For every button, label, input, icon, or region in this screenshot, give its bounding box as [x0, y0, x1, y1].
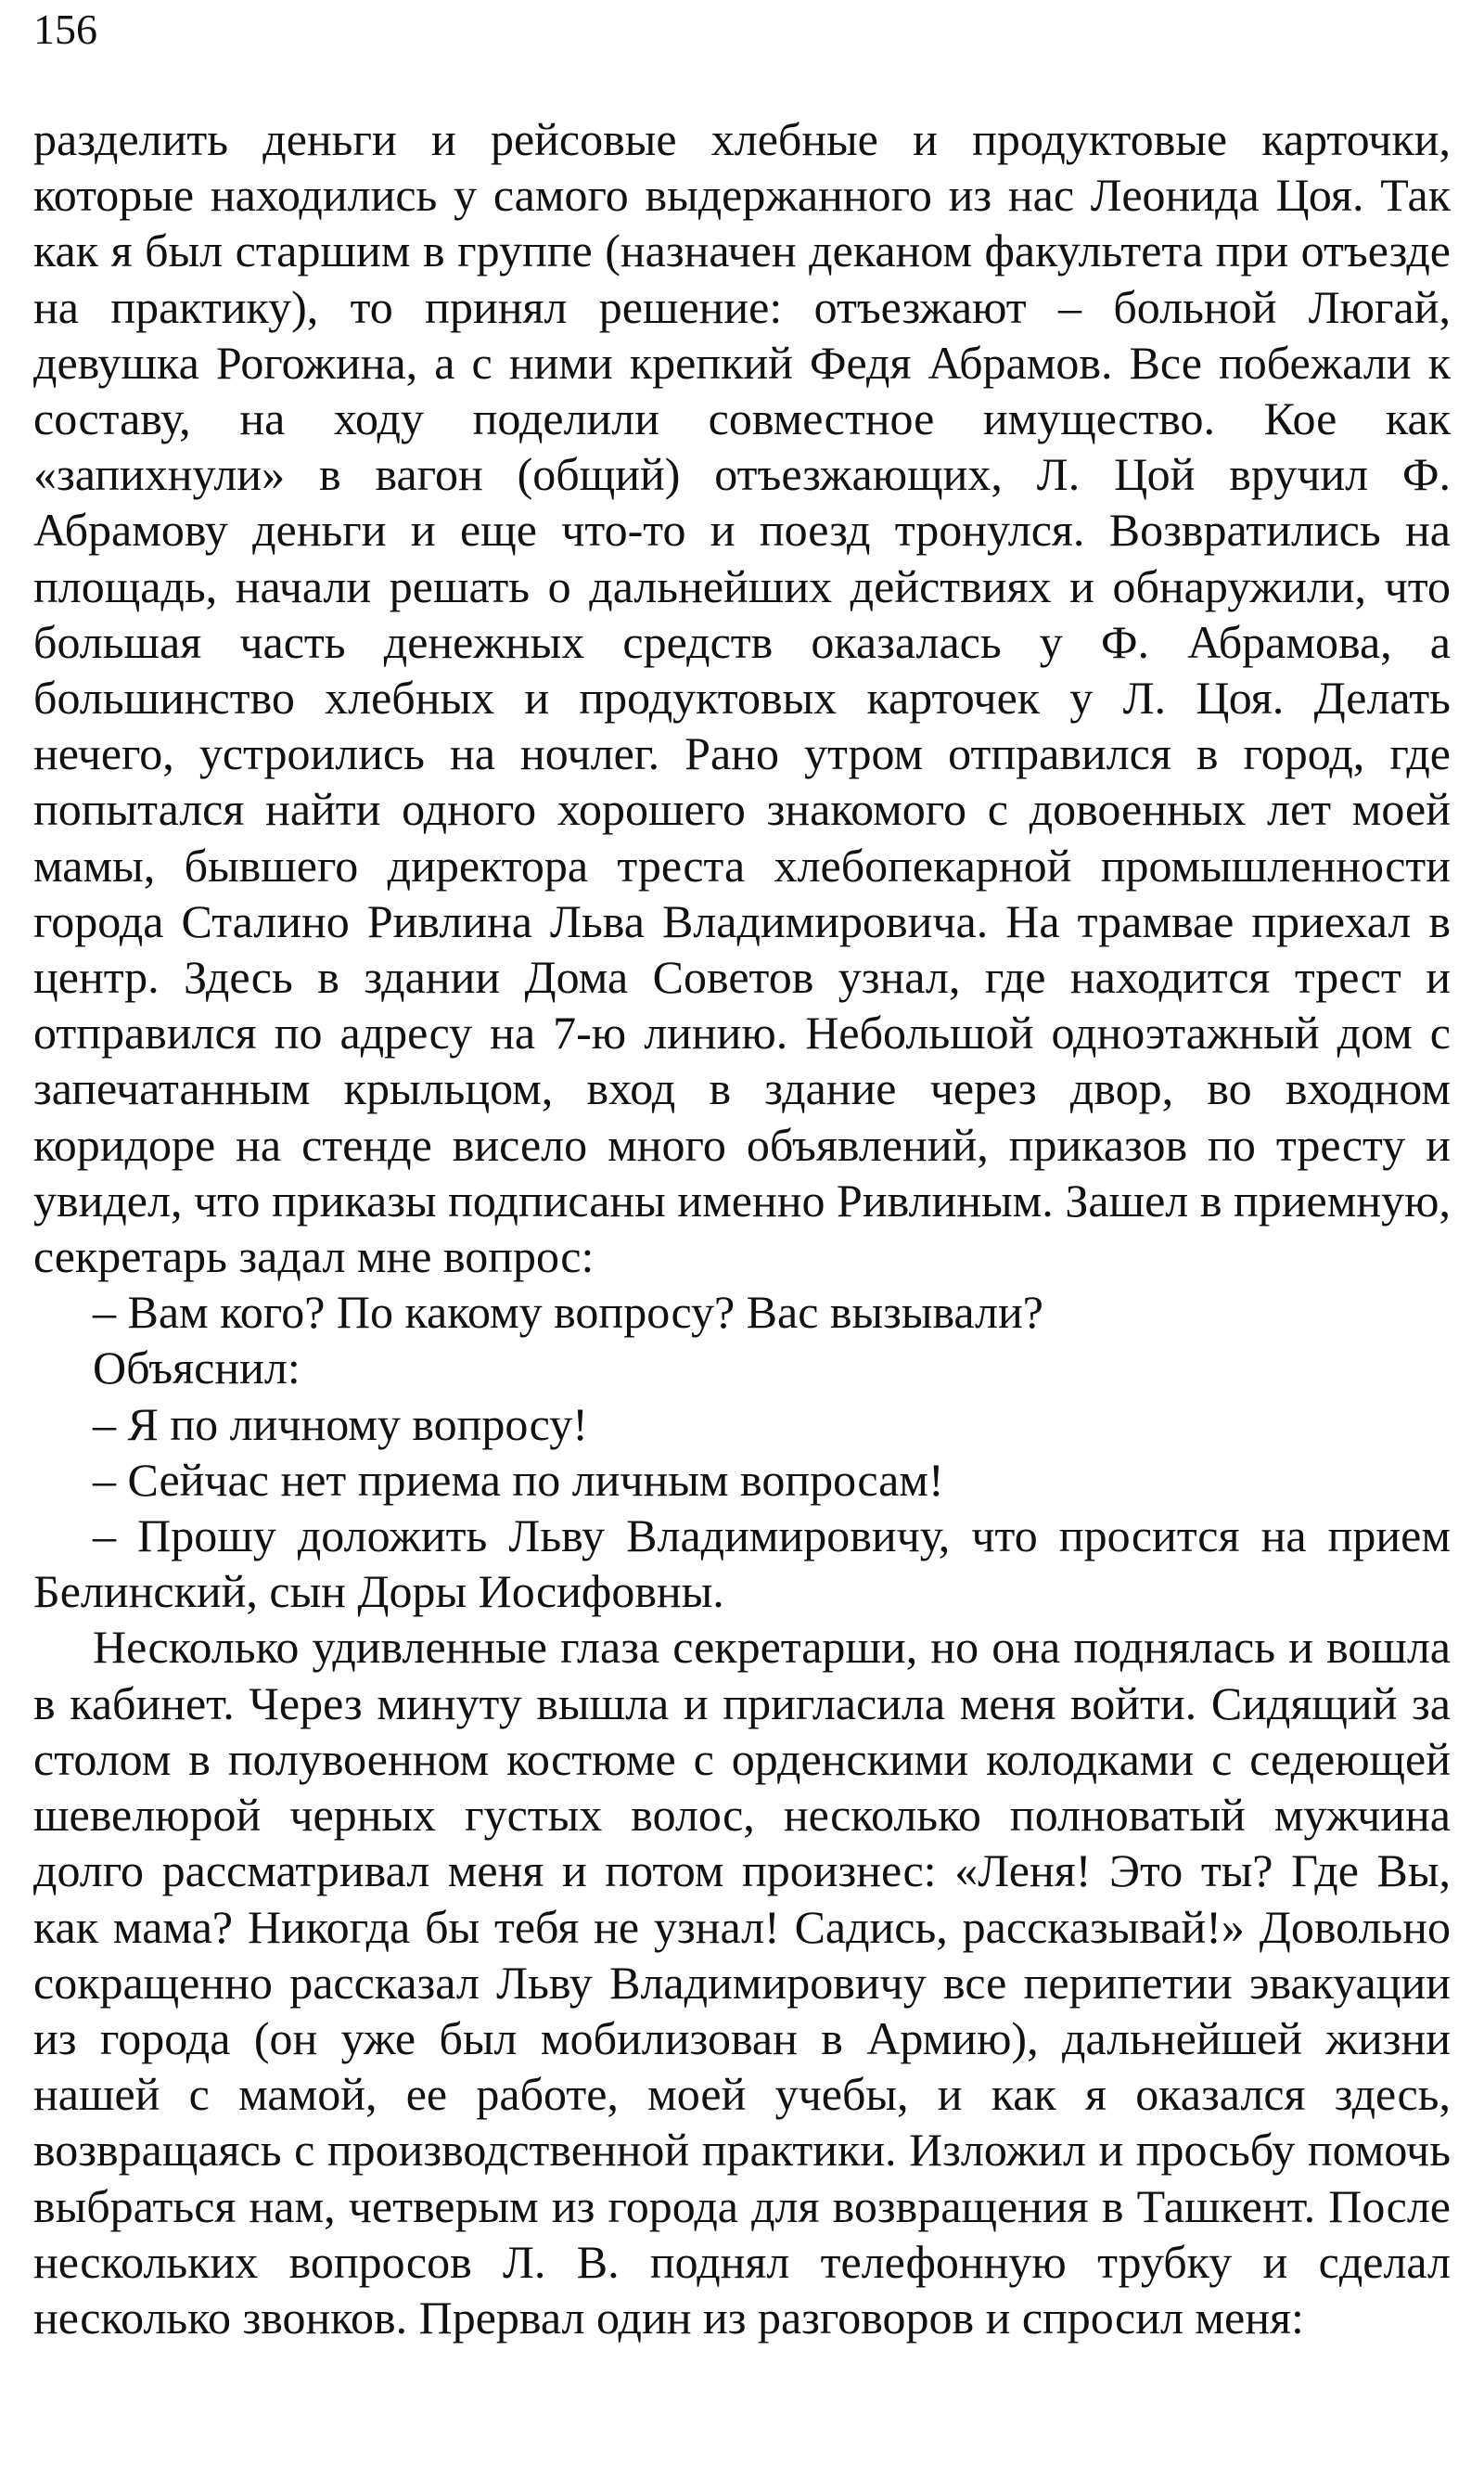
dialogue-line-2: Объяснил:: [93, 1342, 301, 1394]
paragraph-narrative-2: Несколько удивленные глаза секретарши, но она поднялась и вошла в кабинет. Через минуту вышла и пригласила меня войти. Сидящий за столом в полувоенном костюме с орденскими колодками с седеющей шевелюрой черных густых волос, несколько полноватый мужчина долго рассматривал меня и потом произнес: «Леня! Это ты? Где Вы, как мама? Никогда бы тебя не узнал! Садись, рассказывай!» Довольно сокращенно рассказал Льву Владимировичу все перипетии эвакуации из города (он уже был мобилизован в Армию), дальнейшей жизни нашей с мамой, ее работе, моей учебы, и как я оказался здесь, возвращаясь с производственной практики. Изложил и просьбу помочь выбраться нам, четверым из города для возвращения в Ташкент. После нескольких вопросов Л. В. поднял телефонную трубку и сделал несколько звонков. Прервал один из разговоров и спросил меня:: [33, 1621, 1451, 2344]
dialogue-line-3: – Я по личному вопросу!: [93, 1397, 588, 1450]
dialogue-line-5: – Прошу доложить Льву Владимировичу, что просится на прием Белинский, сын Доры Иосифовны.: [33, 1509, 1451, 1618]
dialogue-line-1: – Вам кого? По какому вопросу? Вас вызывали?: [93, 1286, 1043, 1339]
body-text: [33, 111, 1451, 2345]
dialogue-line-4: – Сейчас нет приема по личным вопросам!: [93, 1453, 944, 1506]
page-number: 156: [33, 6, 97, 53]
paragraph-narrative-1: разделить деньги и рейсовые хлебные и продуктовые карточки, которые находились у самого выдержанного из нас Леонида Цоя. Так как я был старшим в группе (назначен деканом факультета при отъезде на практику), то принял решение: отъезжают – больной Люгай, девушка Рогожина, а с ними крепкий Федя Абрамов. Все побежали к составу, на ходу поделили совместное имущество. Кое как «запихнули» в вагон (общий) отъезжающих, Л. Цой вручил Ф. Абрамову деньги и еще что-то и поезд тронулся. Возвратились на площадь, начали решать о дальнейших действиях и обнаружили, что большая часть денежных средств оказалась у Ф. Абрамова, а большинство хлебных и продуктовых карточек у Л. Цоя. Делать нечего, устроились на ночлег. Рано утром отправился в город, где попытался найти одного хорошего знакомого с довоенных лет моей мамы, бывшего директора треста хлебопекарной промышленности города Сталино Ривлина Льва Владимировича. На трамвае приехал в центр. Здесь в здании Дома Советов узнал, где находится трест и отправился по адресу на 7-ю линию. Небольшой одноэтажный дом с запечатанным крыльцом, вход в здание через двор, во входном коридоре на стенде висело много объявлений, приказов по тресту и увидел, что приказы подписаны именно Ривлиным. Зашел в приемную, секретарь задал мне вопрос:: [33, 113, 1451, 1283]
